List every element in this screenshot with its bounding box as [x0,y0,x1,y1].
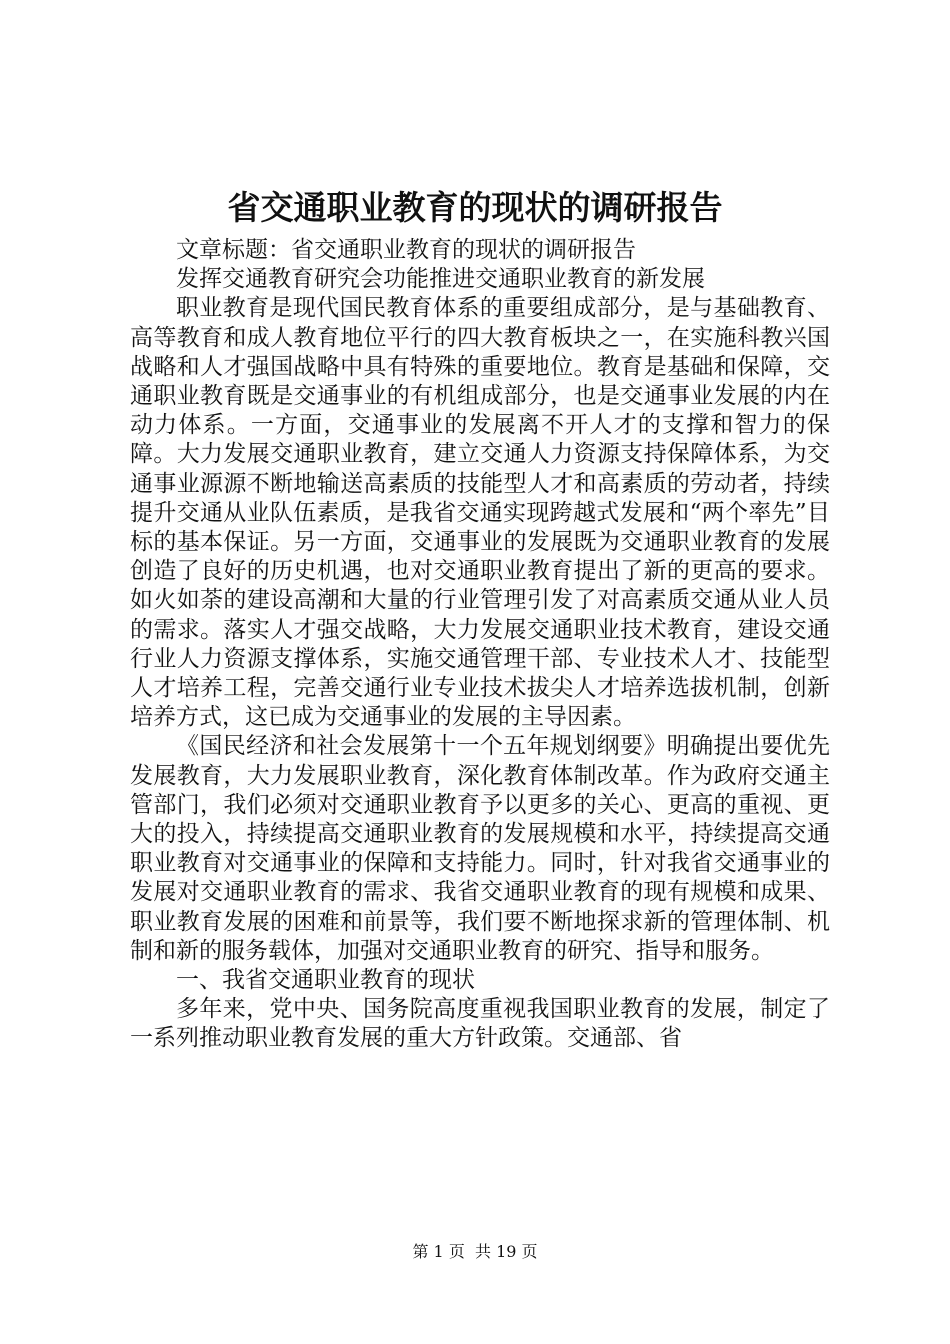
section-heading: 一、我省交通职业教育的现状 [176,967,475,994]
document-title: 省交通职业教育的现状的调研报告 [227,188,723,227]
paragraph: 《国民经济和社会发展第十一个五年规划纲要》明确提出要优先发展教育，大力发展职业教育，深化教育体制改革。作为政府交通主管部门，我们必须对交通职业教育予以更多的关心、更高的重视、更大的投入，持续提高交通职业教育的发展规模和水平，持续提高交通职业教育对交通事业的保障和支持能力。同时，针对我省交通事业的发展对交通职业教育的需求、我省交通职业教育的现有规模和成果、职业教育发展的困难和前景等，我们要不断地探求新的管理体制、机制和新的服务载体，加强对交通职业教育的研究、指导和服务。 [130,733,830,964]
paragraph: 职业教育是现代国民教育体系的重要组成部分，是与基础教育、高等教育和成人教育地位平行的四大教育板块之一，在实施科教兴国战略和人才强国战略中具有特殊的重要地位。教育是基础和保障，交通职业教育既是交通事业的有机组成部分，也是交通事业发展的内在动力体系。一方面，交通事业的发展离不开人才的支撑和智力的保障。大力发展交通职业教育，建立交通人力资源支持保障体系，为交通事业源源不断地输送高素质的技能型人才和高素质的劳动者，持续提升交通从业队伍素质，是我省交通实现跨越式发展和“两个率先”目标的基本保证。另一方面，交通事业的发展既为交通职业教育的发展创造了良好的历史机遇，也对交通职业教育提出了新的更高的要求。如火如荼的建设高潮和大量的行业管理引发了对高素质交通从业人员的需求。落实人才强交战略，大力发展交通职业技术教育，建设交通行业人力资源支撑体系，实施交通管理干部、专业技术人才、技能型人才培养工程，完善交通行业专业技术拔尖人才培养选拔机制，创新培养方式，这已成为交通事业的发展的主导因素。 [130,295,830,731]
paragraph: 多年来，党中央、国务院高度重视我国职业教育的发展，制定了一系列推动职业教育发展的重大方针政策。交通部、省 [130,996,830,1052]
page-number: 第 1 页 共 19 页 [412,1242,538,1261]
article-title-line: 文章标题：省交通职业教育的现状的调研报告 [176,237,636,263]
page-footer [0,1242,950,1262]
subtitle-line: 发挥交通教育研究会功能推进交通职业教育的新发展 [176,266,705,293]
document-body [130,236,830,1054]
